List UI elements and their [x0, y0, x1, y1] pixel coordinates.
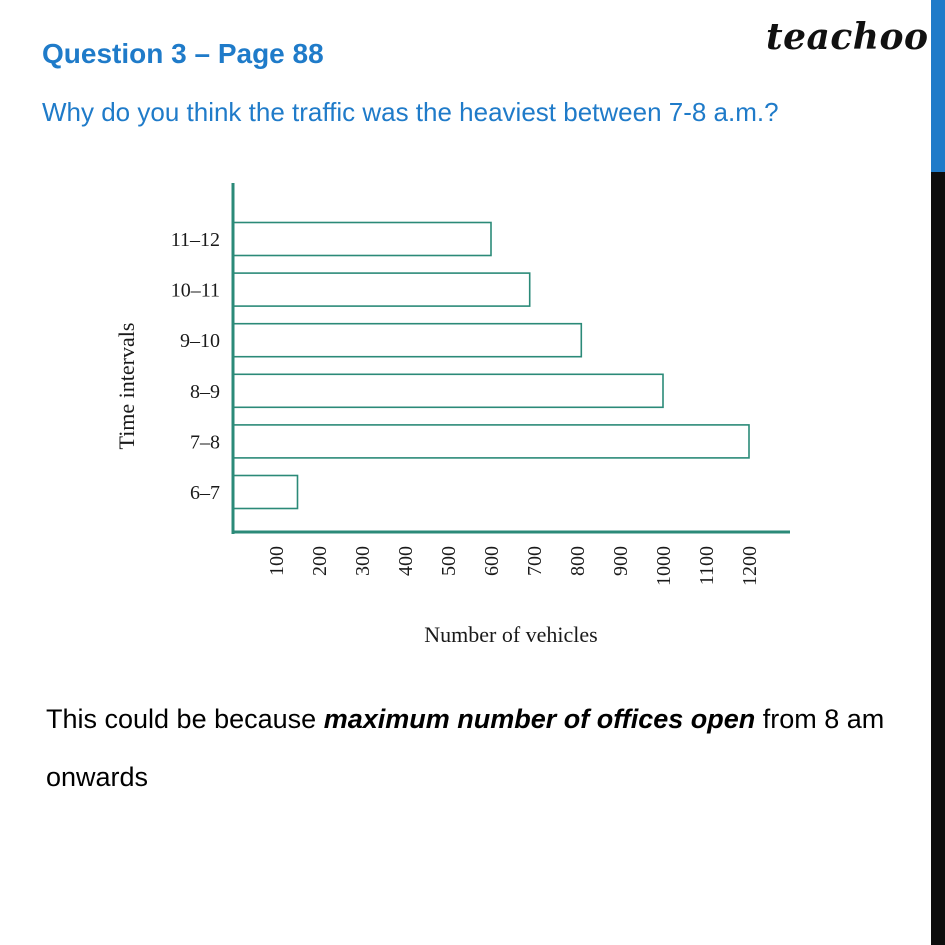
- x-tick-label: 100: [266, 546, 288, 576]
- bar-9–10: [233, 324, 581, 357]
- x-tick-label: 800: [567, 546, 589, 576]
- bar-10–11: [233, 273, 530, 306]
- x-tick-labels: [266, 546, 761, 586]
- question-text: Why do you think the traffic was the heaviest between 7-8 a.m.?: [42, 97, 779, 127]
- y-tick-label: 11–12: [170, 229, 220, 251]
- y-tick-label: 10–11: [170, 279, 220, 302]
- x-axis-title: Number of vehicles: [424, 622, 598, 647]
- bar-6–7: [233, 476, 298, 509]
- x-tick-label: 500: [438, 546, 460, 576]
- y-tick-label: 6–7: [190, 482, 220, 504]
- y-tick-label: 7–8: [190, 431, 220, 454]
- bar-8–9: [233, 374, 663, 407]
- bars-layer: [233, 223, 749, 509]
- x-tick-label: 1200: [739, 546, 761, 586]
- answer-emphasis: maximum number of offices open: [323, 704, 756, 734]
- answer-suffix: from 8 am onwards: [46, 704, 885, 792]
- y-axis-title: Time intervals: [114, 322, 139, 450]
- x-tick-label: 300: [352, 546, 374, 576]
- y-tick-label: 8–9: [190, 380, 220, 403]
- answer-prefix: This could be because: [46, 704, 324, 734]
- brand-logo: teachoo: [766, 16, 929, 58]
- y-tick-label: 9–10: [180, 330, 220, 353]
- x-tick-label: 1100: [696, 546, 718, 586]
- x-tick-label: 400: [395, 546, 417, 576]
- answer-text: [46, 690, 926, 806]
- x-tick-label: 900: [610, 546, 632, 576]
- x-tick-label: 1000: [653, 546, 675, 586]
- page-title: Question 3 – Page 88: [42, 38, 324, 69]
- x-tick-label: 700: [524, 546, 546, 576]
- x-tick-label: 200: [309, 546, 331, 576]
- bar-11–12: [233, 223, 491, 256]
- y-tick-labels: [171, 229, 220, 504]
- bar-7–8: [233, 425, 749, 458]
- x-tick-label: 600: [481, 546, 503, 576]
